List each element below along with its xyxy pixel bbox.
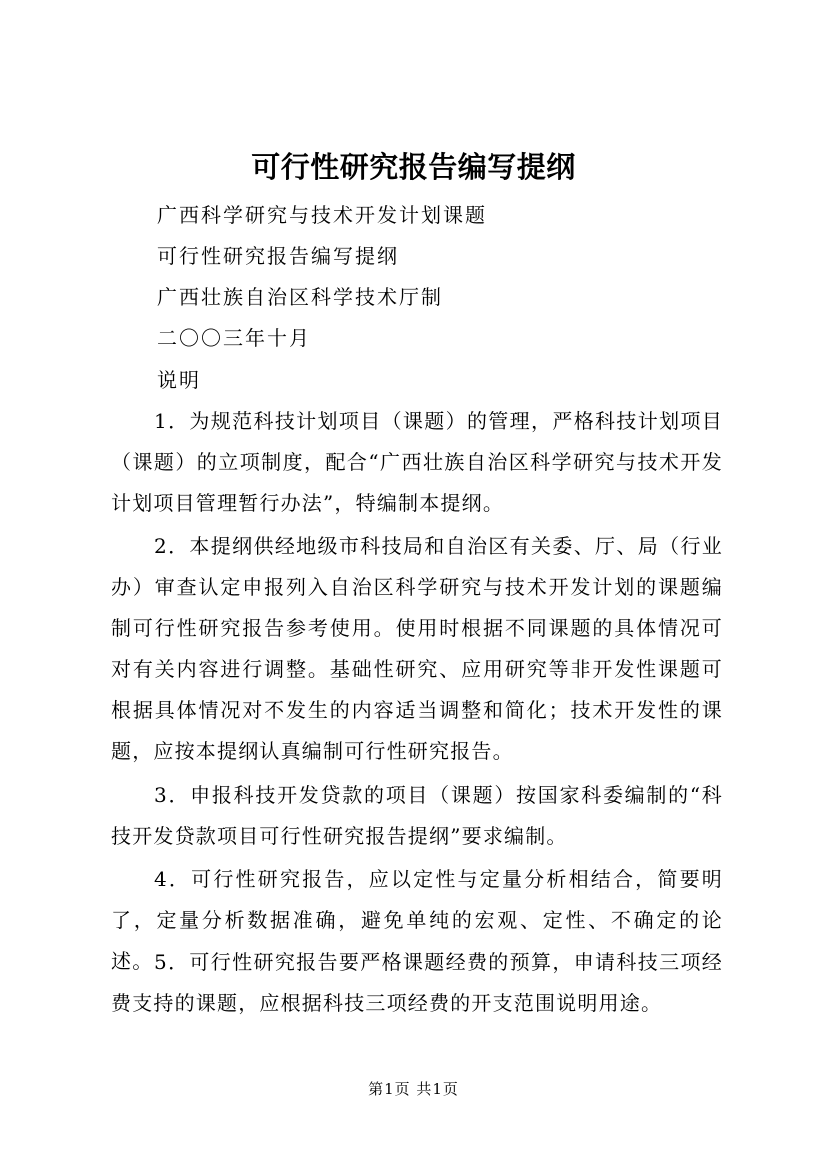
paragraph-2: 2．本提纲供经地级市科技局和自治区有关委、厅、局（行业办）审查认定申报列入自治区科学研究与技术开发计划的课题编制可行性研究报告参考使用。使用时根据不同课题的具体情况可对有关内容进行调整。基础性研究、应用研究等非开发性课题可根据具体情况对不发生的内容适当调整和简化；技术开发性的课题，应按本提纲认真编制可行性研究报告。 — [111, 534, 723, 763]
page-footer: 第1页 共1页 — [368, 1080, 459, 1098]
paragraph-4: 4．可行性研究报告，应以定性与定量分析相结合，简要明了，定量分析数据准确，避免单纯的宏观、定性、不确定的论述。 — [111, 867, 723, 973]
paragraph-1: 1．为规范科技计划项目（课题）的管理，严格科技计划项目（课题）的立项制度，配合“广西壮族自治区科学研究与技术开发计划项目管理暂行办法”，特编制本提纲。 — [111, 409, 723, 515]
paragraph-3: 3．申报科技开发贷款的项目（课题）按国家科委编制的“科技开发贷款项目可行性研究报告提纲”要求编制。 — [111, 783, 723, 848]
header-line-outline: 可行性研究报告编写提纲 — [157, 244, 399, 268]
header-line-issuer: 广西壮族自治区科学技术厅制 — [157, 285, 443, 309]
header-line-program: 广西科学研究与技术开发计划课题 — [157, 203, 487, 227]
header-line-date: 二〇〇三年十月 — [157, 326, 311, 350]
paragraph-5: 5．可行性研究报告要严格课题经费的预算，申请科技三项经费支持的课题，应根据科技三项经费的开支范围说明用途。 — [111, 950, 723, 1015]
section-heading-notes: 说明 — [157, 368, 201, 392]
document-title: 可行性研究报告编写提纲 — [251, 150, 576, 184]
